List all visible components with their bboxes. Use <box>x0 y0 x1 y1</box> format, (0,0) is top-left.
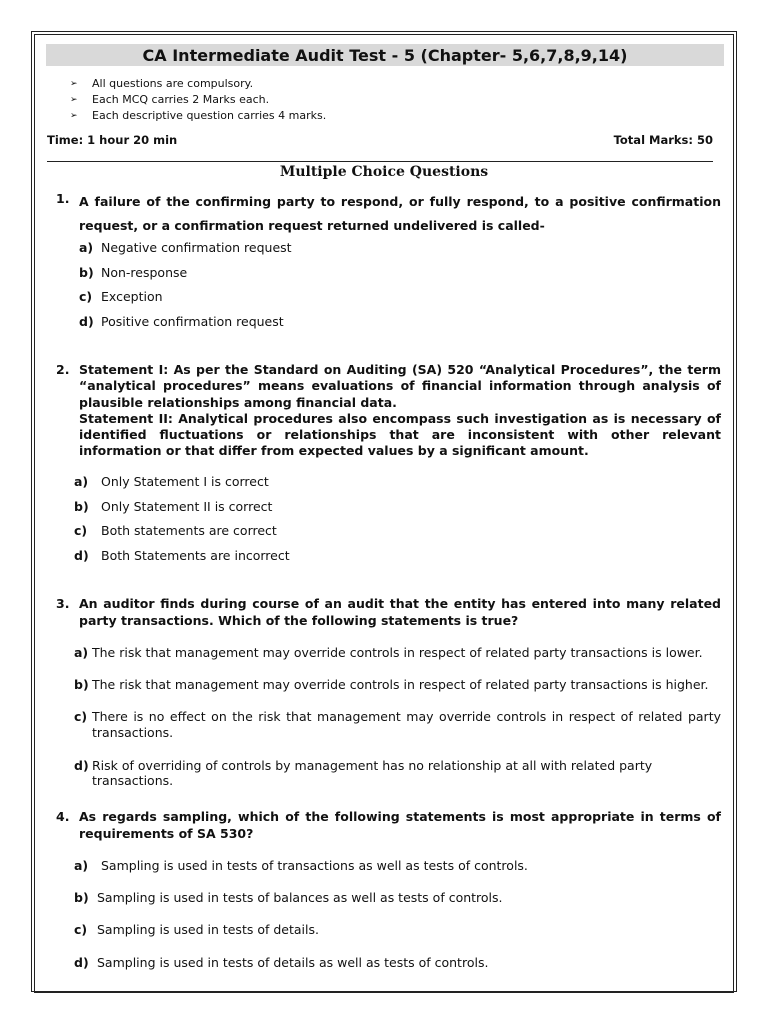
option-1c[interactable] <box>79 289 163 304</box>
option-4a[interactable] <box>74 858 528 873</box>
option-text: The risk that management may override controls in respect of related party transactions is higher. <box>92 677 709 692</box>
option-text: Negative confirmation request <box>101 240 292 255</box>
arrow-bullet-icon: ➢ <box>70 79 78 89</box>
instruction-item <box>70 92 326 108</box>
option-text: Exception <box>101 289 163 304</box>
option-label: b) <box>74 677 89 692</box>
option-label: d) <box>79 314 94 329</box>
option-label: d) <box>74 758 89 773</box>
option-label: d) <box>74 955 89 970</box>
option-text: Sampling is used in tests of transactions as well as tests of controls. <box>101 858 528 873</box>
question-text: As regards sampling, which of the following statements is most appropriate in terms of requirements of SA 530? <box>79 809 721 841</box>
option-3b[interactable] <box>74 677 721 692</box>
page-title: CA Intermediate Audit Test - 5 (Chapter- 5,6,7,8,9,14) <box>46 44 724 66</box>
option-label: a) <box>74 645 89 660</box>
option-text: Positive confirmation request <box>101 314 284 329</box>
question-number: 1. <box>56 191 70 206</box>
option-text: Both Statements are incorrect <box>101 548 290 563</box>
option-2d[interactable] <box>74 548 290 563</box>
instruction-item <box>70 76 326 92</box>
option-text: Both statements are correct <box>101 523 277 538</box>
option-label: c) <box>74 709 88 724</box>
instruction-text: Each MCQ carries 2 Marks each. <box>92 93 270 106</box>
option-text: The risk that management may override controls in respect of related party transactions is lower. <box>92 645 703 660</box>
question-text: An auditor finds during course of an audit that the entity has entered into many related party transactions. Which of the following statements is true? <box>79 596 721 628</box>
section-title: Multiple Choice Questions <box>279 164 489 180</box>
option-3c[interactable] <box>74 709 721 741</box>
time-label: Time: 1 hour 20 min <box>47 133 178 147</box>
option-4b[interactable] <box>74 890 503 905</box>
total-marks-label: Total Marks: 50 <box>613 133 713 147</box>
question-1 <box>56 190 721 237</box>
option-text: Sampling is used in tests of details. <box>97 922 319 937</box>
option-label: a) <box>74 858 89 873</box>
exam-meta <box>47 133 713 147</box>
option-label: c) <box>74 922 88 937</box>
option-label: b) <box>79 265 94 280</box>
option-text: Sampling is used in tests of details as well as tests of controls. <box>97 955 489 970</box>
option-4d[interactable] <box>74 955 488 970</box>
arrow-bullet-icon: ➢ <box>70 95 78 105</box>
option-text: Sampling is used in tests of balances as well as tests of controls. <box>97 890 503 905</box>
option-label: a) <box>74 474 89 489</box>
instruction-item <box>70 108 326 124</box>
option-3a[interactable] <box>74 645 721 660</box>
option-text: Only Statement II is correct <box>101 499 273 514</box>
instruction-text: Each descriptive question carries 4 marks. <box>92 109 327 122</box>
option-label: a) <box>79 240 94 255</box>
question-3 <box>56 596 721 629</box>
question-number: 2. <box>56 362 70 377</box>
option-label: c) <box>79 289 93 304</box>
option-text: There is no effect on the risk that management may override controls in respect of related party transactions. <box>92 709 721 740</box>
option-1b[interactable] <box>79 265 187 280</box>
statement-1: Statement I: As per the Standard on Auditing (SA) 520 “Analytical Procedures”, the term “analytical procedures” means evaluations of financial information through analysis of plausible relationships among financial data. <box>79 362 721 410</box>
arrow-bullet-icon: ➢ <box>70 111 78 121</box>
option-label: c) <box>74 523 88 538</box>
question-number: 3. <box>56 596 70 611</box>
question-2 <box>56 362 721 460</box>
option-text: Only Statement I is correct <box>101 474 269 489</box>
option-4c[interactable] <box>74 922 319 937</box>
option-2b[interactable] <box>74 499 272 514</box>
option-1a[interactable] <box>79 240 292 255</box>
option-label: b) <box>74 890 89 905</box>
option-text: Risk of overriding of controls by management has no relationship at all with related party transactions. <box>92 758 653 788</box>
option-text: Non-response <box>101 265 188 280</box>
option-2c[interactable] <box>74 523 277 538</box>
divider <box>47 161 713 162</box>
statement-2: Statement II: Analytical procedures also encompass such investigation as is necessary of identified fluctuations or relationships that are inconsistent with other relevant information or that differ from expected values by a significant amount. <box>79 410 721 459</box>
question-number: 4. <box>56 809 70 824</box>
option-1d[interactable] <box>79 314 284 329</box>
option-label: d) <box>74 548 89 563</box>
option-3d[interactable] <box>74 758 721 788</box>
instructions-list <box>70 76 326 124</box>
option-label: b) <box>74 499 89 514</box>
option-2a[interactable] <box>74 474 269 489</box>
instruction-text: All questions are compulsory. <box>92 77 254 90</box>
question-4 <box>56 809 721 842</box>
question-text: A failure of the confirming party to respond, or fully respond, to a positive confirmation request, or a confirmation request returned undelivered is called- <box>79 194 721 233</box>
